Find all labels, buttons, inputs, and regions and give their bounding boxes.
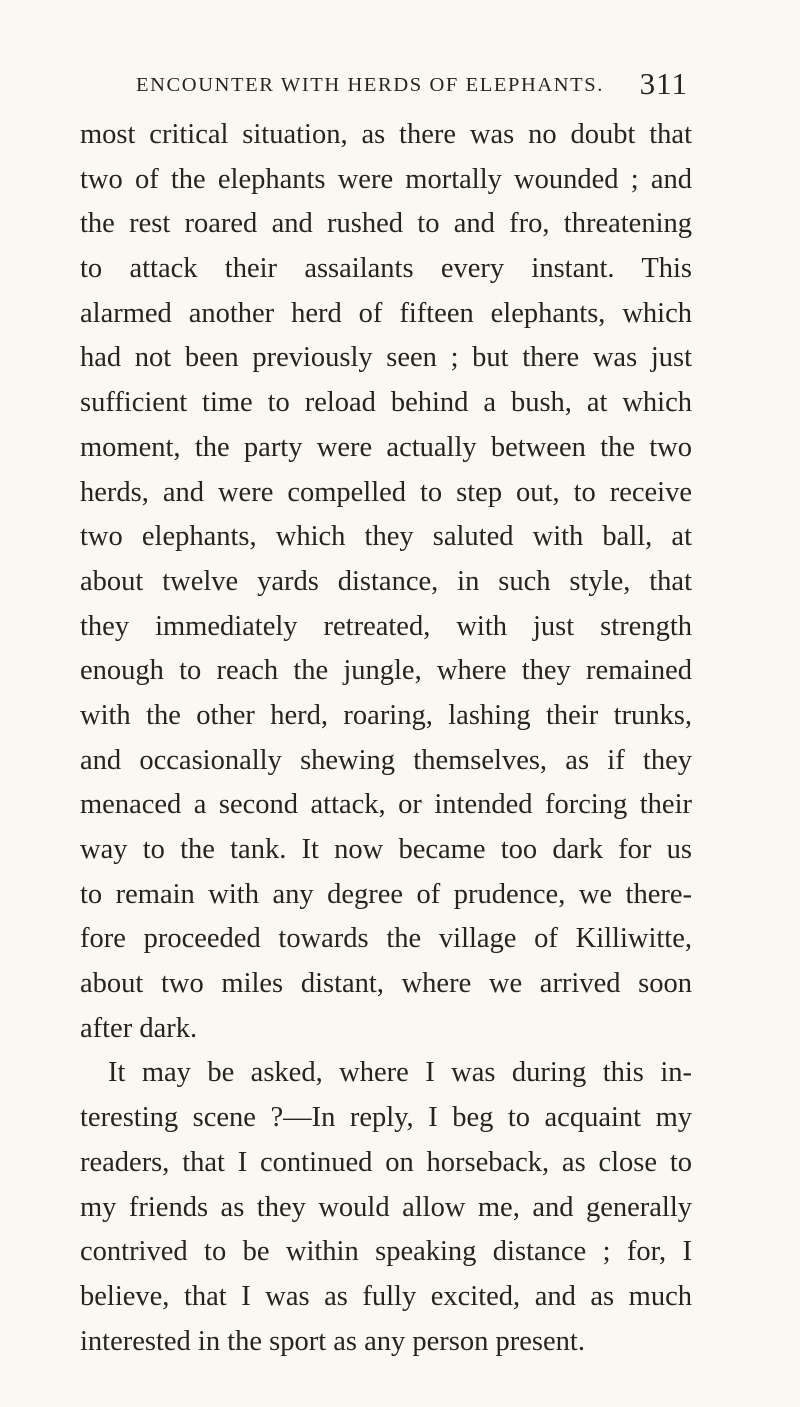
- paragraph-2: [80, 1051, 692, 1364]
- text-line: way to the tank. It now became too dark for us: [80, 834, 692, 865]
- text-line: two of the elephants were mortally wounded ; and: [80, 163, 692, 195]
- text-line: after dark.: [80, 1012, 198, 1044]
- text-line: the rest roared and rushed to and fro, threatening: [80, 208, 692, 240]
- text-line: interested in the sport as any person present.: [80, 1325, 585, 1357]
- text-line: two elephants, which they saluted with ball, at: [80, 521, 692, 553]
- text-line: had not been previously seen ; but there was just: [80, 342, 692, 374]
- text-line: It may be asked, where I was during this in-: [108, 1057, 692, 1089]
- page-number: 311: [639, 66, 688, 101]
- text-line: my friends as they would allow me, and generally: [80, 1191, 692, 1223]
- text-line: fore proceeded towards the village of Killiwitte,: [80, 923, 692, 955]
- text-line: they immediately retreated, with just strength: [80, 610, 692, 642]
- body-text: [80, 113, 692, 1364]
- text-line: with the other herd, roaring, lashing their trunks,: [80, 699, 692, 731]
- text-line: about two miles distant, where we arrived soon: [80, 968, 692, 1000]
- text-line: alarmed another herd of fifteen elephants, which: [80, 297, 692, 329]
- running-head: [136, 66, 688, 106]
- text-line: most critical situation, as there was no doubt that: [80, 119, 692, 150]
- text-line: readers, that I continued on horseback, as close to: [80, 1146, 692, 1178]
- text-line: enough to reach the jungle, where they remained: [80, 655, 692, 687]
- text-line: about twelve yards distance, in such style, that: [80, 565, 692, 597]
- text-line: menaced a second attack, or intended forcing their: [80, 789, 692, 821]
- text-line: herds, and were compelled to step out, to receive: [80, 476, 692, 508]
- text-line: to attack their assailants every instant. This: [80, 253, 692, 285]
- text-line: contrived to be within speaking distance ; for, I: [80, 1236, 692, 1268]
- text-line: sufficient time to reload behind a bush, at which: [80, 387, 692, 419]
- text-line: teresting scene ?—In reply, I beg to acquaint my: [80, 1102, 692, 1134]
- running-title: ENCOUNTER WITH HERDS OF ELEPHANTS.: [136, 74, 605, 96]
- text-line: to remain with any degree of prudence, we there-: [80, 878, 692, 910]
- text-line: believe, that I was as fully excited, and as much: [80, 1280, 692, 1312]
- text-line: moment, the party were actually between the two: [80, 431, 692, 463]
- text-line: and occasionally shewing themselves, as if they: [80, 744, 692, 776]
- paragraph-1: [80, 113, 692, 1051]
